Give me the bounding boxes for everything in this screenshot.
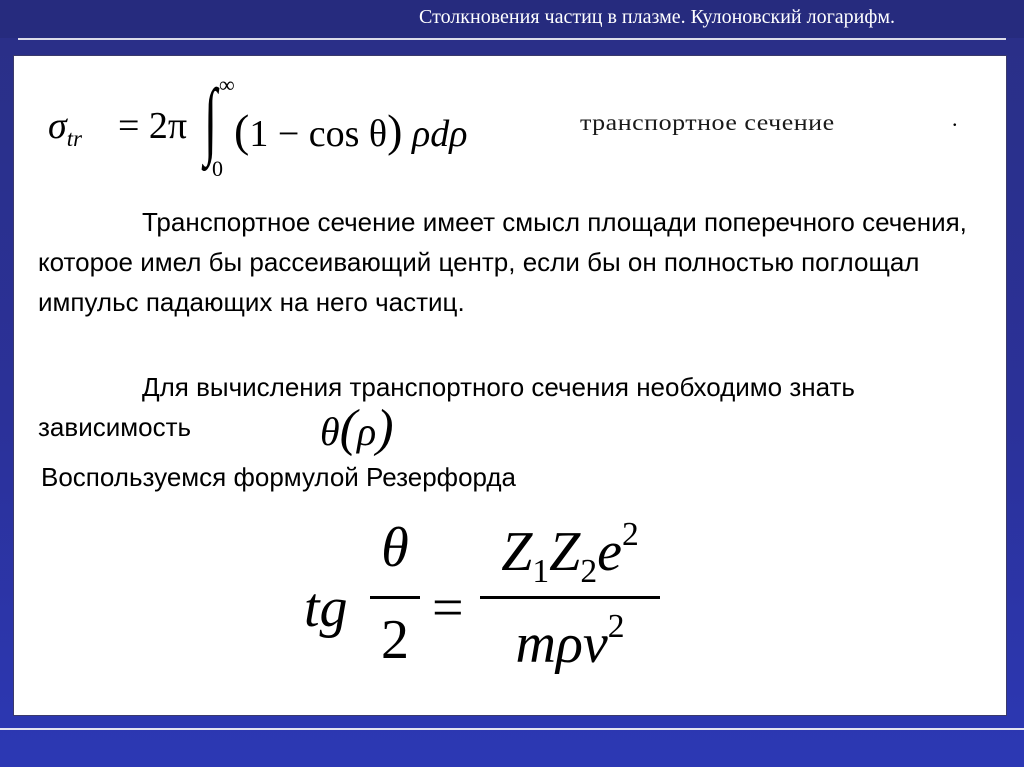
rutherford-intro: Воспользуемся формулой Резерфорда: [41, 462, 517, 492]
footer-divider: [0, 728, 1024, 730]
tangent-symbol: tg: [304, 577, 348, 639]
equals-two-pi: = 2π: [118, 105, 188, 147]
title-bar: [0, 0, 1024, 38]
rutherford-formula: tg θ 2 = $Z_1Z_2e^2$ mρv$^2$: [304, 516, 664, 696]
integral-sign-icon: ∫: [204, 71, 217, 167]
slide-content-panel: [13, 55, 1007, 716]
formula-label: транспортное сечение: [580, 109, 835, 136]
formula-label-dot: .: [952, 106, 958, 131]
sigma-symbol: $\sigma_{tr}$: [48, 105, 82, 151]
slide-title: Столкновения частиц в плазме. Кулоновский логарифм.: [419, 6, 895, 28]
integral-upper-limit: ∞: [219, 72, 235, 97]
equals-sign: =: [432, 577, 464, 639]
integrand: (1 − cos θ) ρdρ: [234, 105, 468, 156]
definition-paragraph: Транспортное сечение имеет смысл площади поперечного сечения, которое имел бы рассеивающий центр, если бы он полностью поглощал импульс падающих на него частиц.: [38, 207, 967, 317]
integral-lower-limit: 0: [212, 156, 223, 181]
theta-of-rho: θ(ρ): [320, 400, 394, 457]
transport-cross-section-formula: [36, 72, 556, 182]
title-divider: [18, 38, 1006, 40]
dependency-paragraph: Для вычисления транспортного сечения необходимо знать зависимость: [38, 372, 855, 442]
